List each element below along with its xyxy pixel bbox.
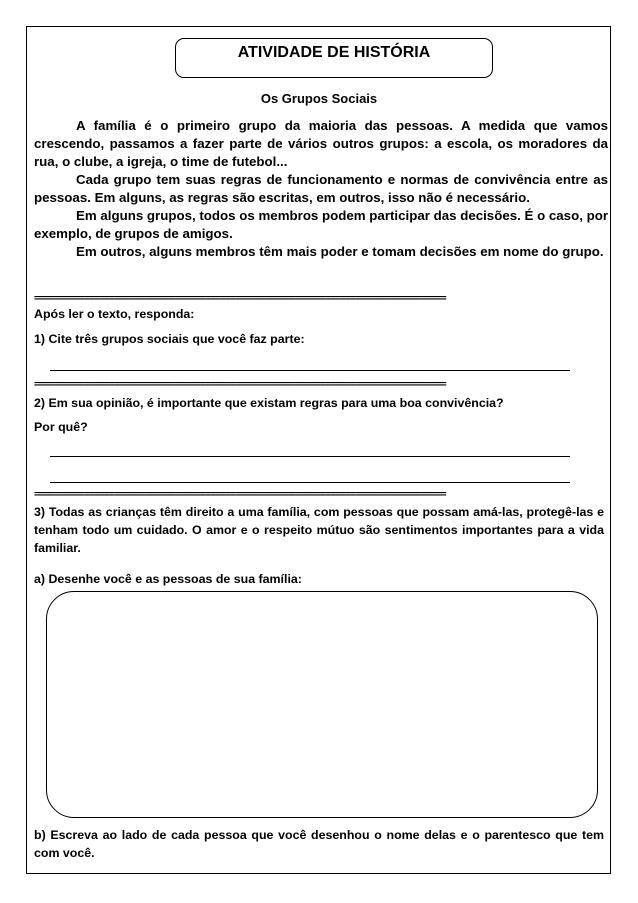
paragraph-1: A família é o primeiro grupo da maioria das pessoas. A medida que vamos crescendo, passamos a fazer parte de vários outros grupos: a escola, os moradores da rua, o clube, a igreja, o time de futebol... <box>34 118 608 169</box>
question-1: 1) Cite três grupos sociais que você faz parte: <box>34 332 305 346</box>
question-3a: a) Desenhe você e as pessoas de sua família: <box>34 572 302 586</box>
paragraph-3: Em alguns grupos, todos os membros podem participar das decisões. É o caso, por exemplo, de grupos de amigos. <box>34 208 608 241</box>
instructions: Após ler o texto, responda: <box>34 307 195 321</box>
paragraph-2: Cada grupo tem suas regras de funcionamento e normas de convivência entre as pessoas. Em alguns, as regras são escritas, em outros, isso não é necessário. <box>34 172 608 205</box>
page-title: ATIVIDADE DE HISTÓRIA <box>175 38 493 78</box>
question-3b: b) Escreva ao lado de cada pessoa que você desenhou o nome delas e o parentesco que tem com você. <box>34 828 604 860</box>
answer-line-q2-2[interactable] <box>50 482 570 483</box>
reading-text <box>34 117 608 261</box>
paragraph-4: Em outros, alguns membros têm mais poder e tomam decisões em nome do grupo. <box>76 244 604 259</box>
drawing-area[interactable] <box>46 591 598 818</box>
question-3: 3) Todas as crianças têm direito a uma família, com pessoas que possam amá-las, protegê-las e tenham todo um cuidado. O amor e o respeito mútuo são sentimentos importantes para a vida familiar. <box>34 505 604 555</box>
answer-line-q1[interactable] <box>50 370 570 371</box>
reading-title: Os Grupos Sociais <box>260 91 378 106</box>
separator-3: ================================================================================== <box>34 490 446 500</box>
answer-line-q2-1[interactable] <box>50 456 570 457</box>
separator-2: ================================================================================== <box>34 380 446 390</box>
question-2-why: Por quê? <box>34 420 88 434</box>
separator-1: ================================================================================== <box>34 294 446 304</box>
question-2: 2) Em sua opinião, é importante que existam regras para uma boa convivência? <box>34 396 504 410</box>
